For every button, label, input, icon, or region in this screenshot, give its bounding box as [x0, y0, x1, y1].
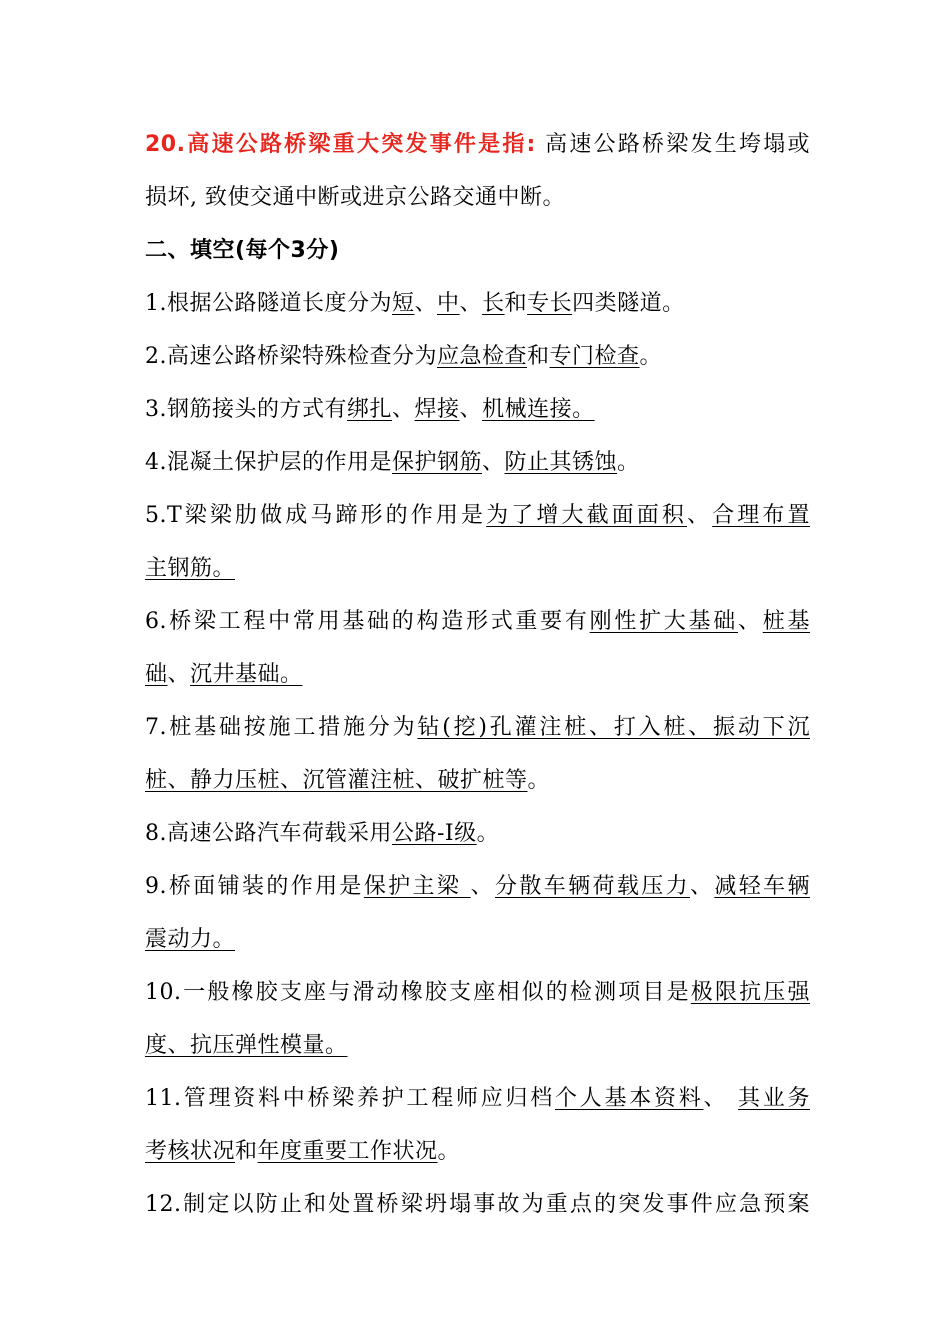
item-11-sep: 和: [235, 1139, 258, 1164]
item-4-answer-a: 保护钢筋: [392, 450, 483, 475]
item-1-sep: 、: [459, 291, 483, 316]
item-1-answer-c: 长: [482, 291, 505, 316]
item-5-text: 5.T梁梁肋做成马蹄形的作用是: [145, 503, 487, 528]
item-3-answer-b: 焊接: [414, 397, 460, 422]
item-6-sep: 、: [738, 609, 763, 634]
item-9-sep: 、: [689, 874, 715, 899]
item-6-text: 6.桥梁工程中常用基础的构造形式重要有: [145, 609, 590, 634]
item-11-line-2: [145, 1125, 810, 1178]
item-1-answer-d: 专长: [527, 291, 573, 316]
item-1-text: 1.根据公路隧道长度分为: [145, 291, 392, 316]
item-11-sep: 、: [703, 1086, 738, 1111]
item-11-answer-b-cont: 考核状况: [145, 1139, 236, 1164]
item-9-sep: 、: [470, 874, 496, 899]
item-5-answer-a: 为了增大截面面积: [486, 503, 688, 528]
item-6-line-2: [145, 648, 810, 701]
item-9-answer-b: 分散车辆荷载压力: [495, 874, 690, 899]
item-10-answer-a-cont: 度、抗压弹性模量。: [145, 1033, 348, 1058]
item-6-answer-b-cont: 础: [145, 662, 168, 687]
item-9-answer-c: 减轻车辆: [714, 874, 810, 899]
q20-line-1: [145, 118, 810, 171]
item-3-text: 3.钢筋接头的方式有: [145, 397, 347, 422]
item-2: [145, 330, 810, 383]
q20-text-b: 损坏, 致使交通中断或进京公路交通中断。: [145, 185, 565, 210]
item-4-answer-b: 防止其锈蚀: [504, 450, 618, 475]
q20-line-2: [145, 171, 810, 224]
item-3-answer-a: 绑扎: [347, 397, 393, 422]
item-1-post: 四类隧道。: [572, 291, 685, 316]
item-1: [145, 277, 810, 330]
item-8-answer-a: 公路-I级: [392, 821, 477, 846]
item-4-sep: 、: [482, 450, 505, 475]
item-12-text: 12.制定以防止和处置桥梁坍塌事故为重点的突发事件应急预案: [145, 1192, 810, 1217]
item-10-answer-a: 极限抗压强: [690, 980, 810, 1005]
item-1-sep: 和: [504, 291, 528, 316]
item-6-answer-b: 桩基: [762, 609, 810, 634]
item-5-line-2: [145, 542, 810, 595]
q20-label: 20.高速公路桥梁重大突发事件是指:: [145, 132, 536, 157]
item-6-answer-c: 沉井基础。: [190, 662, 303, 687]
item-6-answer-a: 刚性扩大基础: [589, 609, 738, 634]
item-3-sep: 、: [392, 397, 415, 422]
item-1-answer-b: 中: [437, 291, 460, 316]
item-7-line-2: [145, 754, 810, 807]
item-5-answer-b: 合理布置: [712, 503, 810, 528]
item-2-post: 。: [639, 344, 663, 369]
item-1-answer-a: 短: [392, 291, 415, 316]
item-10-line-1: [145, 966, 810, 1019]
item-11-answer-c: 年度重要工作状况: [257, 1139, 438, 1164]
item-8-post: 。: [476, 821, 500, 846]
item-4: [145, 436, 810, 489]
item-9-answer-a: 保护主梁: [363, 874, 471, 899]
item-9-line-1: [145, 860, 810, 913]
item-5-answer-b-cont: 主钢筋。: [145, 556, 236, 581]
item-2-text: 2.高速公路桥梁特殊检查分为: [145, 344, 437, 369]
item-11-answer-a: 个人基本资料: [554, 1086, 704, 1111]
item-10-text: 10.一般橡胶支座与滑动橡胶支座相似的检测项目是: [145, 980, 691, 1005]
item-7-answer-a: 钻(挖)孔灌注桩、打入桩、振动下沉: [417, 715, 810, 740]
item-8: [145, 807, 810, 860]
item-2-sep: 和: [527, 344, 550, 369]
item-11-answer-b: 其业务: [737, 1086, 810, 1111]
item-6-sep: 、: [167, 662, 191, 687]
item-12: [145, 1178, 810, 1231]
item-6-line-1: [145, 595, 810, 648]
item-4-post: 。: [617, 450, 640, 475]
item-9-text: 9.桥面铺装的作用是: [145, 874, 364, 899]
item-9-line-2: [145, 913, 810, 966]
item-10-line-2: [145, 1019, 810, 1072]
item-7-text: 7.桩基础按施工措施分为: [145, 715, 418, 740]
item-11-post: 。: [437, 1139, 461, 1164]
item-11-text: 11.管理资料中桥梁养护工程师应归档: [145, 1086, 555, 1111]
item-11-line-1: [145, 1072, 810, 1125]
q20-text-a: 高速公路桥梁发生垮塌或: [535, 132, 810, 157]
item-7-post: 。: [527, 768, 551, 793]
item-3-answer-c: 机械连接。: [482, 397, 595, 422]
item-2-answer-b: 专门检查: [549, 344, 640, 369]
item-4-text: 4.混凝土保护层的作用是: [145, 450, 392, 475]
item-3-sep: 、: [459, 397, 483, 422]
item-2-answer-a: 应急检查: [437, 344, 528, 369]
item-3: [145, 383, 810, 436]
item-5-line-1: [145, 489, 810, 542]
item-7-answer-a-cont: 桩、静力压桩、沉管灌注桩、破扩桩等: [145, 768, 528, 793]
item-5-sep: 、: [687, 503, 713, 528]
section-2-title: 二、填空(每个3分): [145, 238, 340, 263]
item-1-sep: 、: [414, 291, 438, 316]
item-7-line-1: [145, 701, 810, 754]
item-8-text: 8.高速公路汽车荷载采用: [145, 821, 392, 846]
item-9-answer-c-cont: 震动力。: [145, 927, 236, 952]
